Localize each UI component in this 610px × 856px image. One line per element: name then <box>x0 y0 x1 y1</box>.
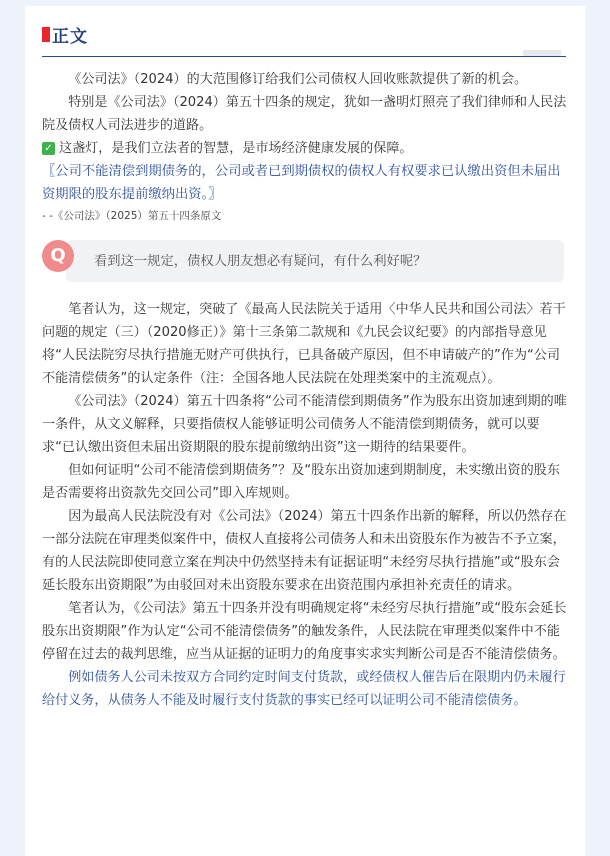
paragraph-5: 《公司法》（2024）第五十四条将“公司不能清偿到期债务”作为股东出资加速到期的唯一条件，从文义解释，只要指债权人能够证明公司债务人不能清偿到期债务，就可以要求“已认缴出资但未届出资期限的股东提前缴纳出资”这一期待的结果要件。 <box>42 394 567 455</box>
question-icon: Q <box>42 240 74 272</box>
question-text: 看到这一规定，债权人朋友想必有疑问，有什么利好呢？ <box>94 254 427 269</box>
paragraph-1: 《公司法》（2024）的大范围修订给我们公司债权人回收账款提供了新的机会。 <box>68 72 528 87</box>
paragraph-3-text: 这盏灯，是我们立法者的智慧，是市场经济健康发展的保障。 <box>59 141 413 156</box>
paragraph-3 <box>42 137 570 160</box>
article-card <box>25 6 585 856</box>
section-title: 正文 <box>52 26 88 47</box>
question-box <box>42 240 570 282</box>
paragraph-6: 但如何证明“公司不能清偿到期债务”？及“股东出资加速到期制度，未实缴出资的股东是否需要将出资款先交回公司”即入库规则。 <box>42 463 560 501</box>
law-quote: 〖公司不能清偿到期债务的，公司或者已到期债权的债权人有权要求已认缴出资但未届出资期限的股东提前缴纳出资。〗 <box>42 164 561 202</box>
paragraph-9: 例如债务人公司未按双方合同约定时间支付货款，或经债权人催告后在限期内仍未履行给付义务，从债务人不能及时履行支付货款的事实已经可以证明公司不能清偿债务。 <box>42 670 566 708</box>
check-icon: ✓ <box>42 142 55 155</box>
article-body <box>42 68 570 712</box>
paragraph-4: 笔者认为，这一规定，突破了《最高人民法院关于适用〈中华人民共和国公司法〉若干问题的规定（三）（2020修正）》第十三条第二款规和《九民会议纪要》的内部指导意见将“人民法院穷尽执行措施无财产可供执行，已具备破产原因，但不申请破产的”作为“公司不能清偿债务”的认定条件（注：全国各地人民法院在处理类案中的主流观点）。 <box>42 302 566 386</box>
paragraph-7: 因为最高人民法院没有对《公司法》（2024）第五十四条作出新的解释，所以仍然存在一部分法院在审理类似案件中，债权人直接将公司债务人和未出资股东作为被告不予立案，有的人民法院即使同意立案在判决中仍然坚持未有证据证明“未经穷尽执行措施”或“股东会延长股东出资期限”为由驳回对未出资股东要求在出资范围内承担补充责任的请求。 <box>42 509 567 593</box>
red-marker-icon <box>42 27 50 42</box>
section-header <box>42 20 88 48</box>
header-divider <box>42 56 566 57</box>
paragraph-8: 笔者认为，《公司法》第五十四条并没有明确规定将“未经穷尽执行措施”或“股东会延长股东出资期限”作为认定“公司不能清偿债务”的触发条件，人民法院在审理类似案件中不能停留在过去的裁判思维，应当从证据的证明力的角度事实求实判断公司是否不能清偿债务。 <box>42 601 567 662</box>
paragraph-2: 特别是《公司法》（2024）第五十四条的规定，犹如一盏明灯照亮了我们律师和人民法院及债权人司法进步的道路。 <box>42 95 567 133</box>
quote-source: - -《公司法》（2025）第五十四条原文 <box>42 210 222 222</box>
